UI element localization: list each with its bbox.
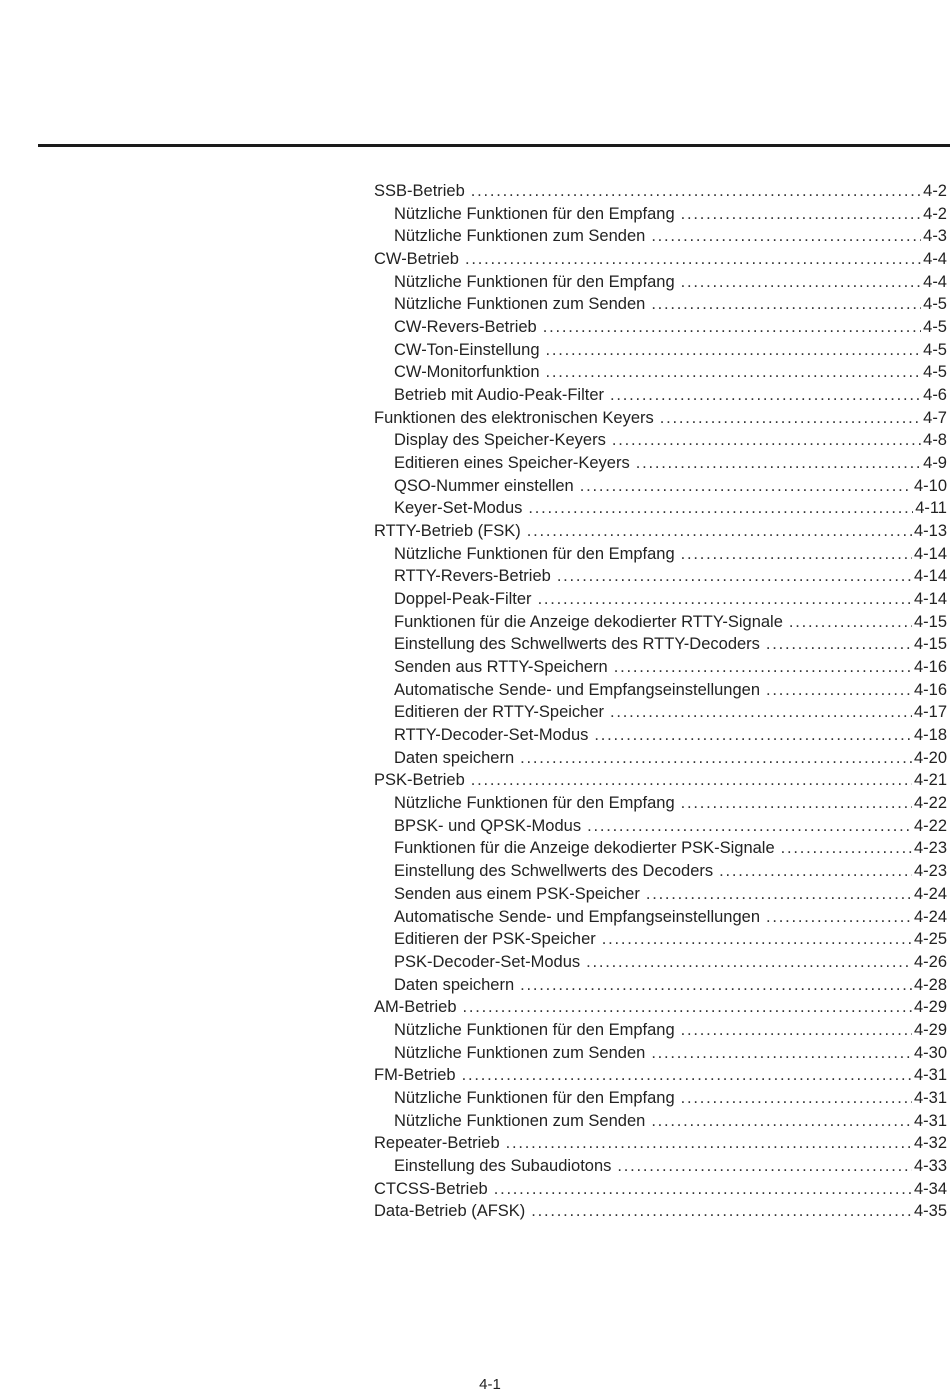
toc-entry-title: Display des Speicher-Keyers [394,431,606,450]
toc-entry[interactable] [374,1132,947,1155]
toc-subentry[interactable] [374,339,947,362]
toc-entry[interactable] [374,520,947,543]
toc-subentry[interactable] [374,951,947,974]
toc-subentry[interactable] [374,203,947,226]
toc-dot-leader [506,1132,912,1155]
toc-dot-leader [602,928,912,951]
toc-entry-page: 4-5 [923,363,947,382]
toc-dot-leader [528,497,913,520]
toc-entry-title: Nützliche Funktionen für den Empfang [394,544,675,563]
toc-subentry[interactable] [374,928,947,951]
toc-entry-title: Nützliche Funktionen zum Senden [394,295,646,314]
toc-subentry[interactable] [374,724,947,747]
toc-entry-title: Editieren der PSK-Speicher [394,930,596,949]
toc-entry[interactable] [374,180,947,203]
toc-entry-page: 4-31 [913,1111,947,1130]
toc-dot-leader [681,1087,912,1110]
toc-dot-leader [471,769,912,792]
top-rule [38,144,950,147]
toc-entry-page: 4-10 [913,476,947,495]
toc-entry-page: 4-2 [923,204,947,223]
toc-entry-page: 4-24 [913,907,947,926]
toc-dot-leader [610,701,912,724]
toc-entry-title: Funktionen des elektronischen Keyers [374,408,654,427]
toc-entry-title: BPSK- und QPSK-Modus [394,816,582,835]
toc-entry-title: Editieren eines Speicher-Keyers [394,454,630,473]
toc-subentry[interactable] [374,633,947,656]
toc-entry-page: 4-21 [913,771,947,790]
toc-dot-leader [681,271,921,294]
toc-entry-page: 4-17 [913,703,947,722]
toc-entry-page: 4-23 [913,862,947,881]
toc-dot-leader [719,860,912,883]
toc-entry-page: 4-14 [913,544,947,563]
toc-dot-leader [557,565,912,588]
toc-subentry[interactable] [374,1155,947,1178]
toc-entry-title: Data-Betrieb (AFSK) [374,1202,526,1221]
toc-dot-leader [766,906,912,929]
toc-entry-page: 4-4 [923,250,947,269]
toc-dot-leader [651,225,921,248]
toc-entry-title: Daten speichern [394,748,515,767]
toc-entry-title: Automatische Sende- und Empfangseinstellungen [394,680,760,699]
toc-entry-title: Nützliche Funktionen zum Senden [394,1111,646,1130]
toc-entry[interactable] [374,1200,947,1223]
toc-entry-page: 4-11 [915,499,947,518]
toc-entry-page: 4-5 [923,295,947,314]
toc-dot-leader [766,633,912,656]
toc-entry-page: 4-16 [913,680,947,699]
toc-entry-title: Editieren der RTTY-Speicher [394,703,605,722]
toc-entry-title: Senden aus RTTY-Speichern [394,658,608,677]
toc-dot-leader [681,792,912,815]
toc-subentry[interactable] [374,565,947,588]
toc-subentry[interactable] [374,701,947,724]
toc-entry-page: 4-29 [913,998,947,1017]
toc-dot-leader [636,452,921,475]
toc-dot-leader [580,475,912,498]
toc-entry-title: SSB-Betrieb [374,182,465,200]
page-number: 4-1 [479,1376,501,1393]
toc-entry[interactable] [374,248,947,271]
toc-dot-leader [531,1200,912,1223]
toc-subentry[interactable] [374,974,947,997]
toc-entry-title: CW-Ton-Einstellung [394,340,540,359]
toc-subentry[interactable] [374,1087,947,1110]
toc-dot-leader [546,361,922,384]
toc-entry-page: 4-35 [913,1202,947,1221]
toc-entry-title: CW-Betrieb [374,250,459,269]
toc-entry-title: QSO-Nummer einstellen [394,476,574,495]
toc-subentry[interactable] [374,656,947,679]
toc-entry-page: 4-7 [923,408,947,427]
toc-entry-page: 4-26 [913,952,947,971]
toc-dot-leader [462,1064,912,1087]
toc-entry[interactable] [374,1064,947,1087]
toc-entry-page: 4-6 [923,386,947,405]
toc-entry-title: Betrieb mit Audio-Peak-Filter [394,386,604,405]
toc-entry-page: 4-29 [913,1020,947,1039]
toc-entry-title: Nützliche Funktionen für den Empfang [394,794,675,813]
toc-entry[interactable] [374,996,947,1019]
toc-entry-title: CW-Monitorfunktion [394,363,540,382]
toc-entry-page: 4-3 [923,227,947,246]
toc-entry-page: 4-4 [923,272,947,291]
toc-entry-title: CTCSS-Betrieb [374,1179,488,1198]
toc-subentry[interactable] [374,747,947,770]
toc-entry-title: Nützliche Funktionen zum Senden [394,227,646,246]
toc-dot-leader [781,837,912,860]
toc-entry-page: 4-22 [913,816,947,835]
toc-dot-leader [612,429,921,452]
toc-entry-page: 4-25 [913,930,947,949]
toc-dot-leader [520,974,912,997]
toc-subentry[interactable] [374,497,947,520]
toc-dot-leader [471,180,921,203]
toc-subentry[interactable] [374,679,947,702]
toc-entry-page: 4-14 [913,590,947,609]
toc-entry-title: PSK-Decoder-Set-Modus [394,952,581,971]
toc-entry-title: Keyer-Set-Modus [394,499,523,518]
toc-entry-page: 4-20 [913,748,947,767]
toc-entry-title: Repeater-Betrieb [374,1134,500,1153]
toc-dot-leader [594,724,912,747]
toc-dot-leader [463,996,912,1019]
toc-entry[interactable] [374,407,947,430]
toc-dot-leader [681,203,921,226]
toc-subentry[interactable] [374,1019,947,1042]
toc-dot-leader [494,1178,912,1201]
toc-entry-title: Nützliche Funktionen zum Senden [394,1043,646,1062]
toc-subentry[interactable] [374,1110,947,1133]
toc-entry-page: 4-23 [913,839,947,858]
toc-subentry[interactable] [374,792,947,815]
toc-subentry[interactable] [374,271,947,294]
toc-entry-page: 4-5 [923,318,947,337]
toc-subentry[interactable] [374,316,947,339]
toc-entry-page: 4-22 [913,794,947,813]
toc-entry-page: 4-34 [913,1179,947,1198]
toc-entry-page: 4-5 [923,340,947,359]
toc-entry-title: Nützliche Funktionen für den Empfang [394,1088,675,1107]
toc-dot-leader [681,543,912,566]
toc-subentry[interactable] [374,588,947,611]
toc-entry-page: 4-8 [923,431,947,450]
toc-dot-leader [610,384,921,407]
toc-entry-page: 4-33 [913,1156,947,1175]
toc-dot-leader [538,588,912,611]
toc-dot-leader [617,1155,912,1178]
toc-entry-title: Nützliche Funktionen für den Empfang [394,204,675,223]
toc-entry-page: 4-18 [913,726,947,745]
toc-dot-leader [651,1042,912,1065]
toc-entry-title: Nützliche Funktionen für den Empfang [394,272,675,291]
toc-dot-leader [651,293,921,316]
toc-entry-page: 4-31 [913,1066,947,1085]
toc-entry-title: Automatische Sende- und Empfangseinstellungen [394,907,760,926]
toc-dot-leader [546,339,922,362]
toc-entry-title: RTTY-Betrieb (FSK) [374,522,521,541]
toc-subentry[interactable] [374,1042,947,1065]
toc-subentry[interactable] [374,361,947,384]
toc-entry-title: Funktionen für die Anzeige dekodierter RTTY-Signale [394,612,783,631]
toc-dot-leader [681,1019,912,1042]
toc-dot-leader [543,316,921,339]
toc-dot-leader [766,679,912,702]
toc-subentry[interactable] [374,815,947,838]
toc-dot-leader [651,1110,912,1133]
toc-entry-page: 4-13 [913,522,947,541]
toc-subentry[interactable] [374,429,947,452]
toc-entry-page: 4-31 [913,1088,947,1107]
toc-entry-title: Einstellung des Schwellwerts des Decoders [394,862,714,881]
toc-entry[interactable] [374,769,947,792]
toc-subentry[interactable] [374,543,947,566]
toc-subentry[interactable] [374,837,947,860]
toc-entry-page: 4-28 [913,975,947,994]
toc-subentry[interactable] [374,611,947,634]
toc-entry-page: 4-14 [913,567,947,586]
toc-subentry[interactable] [374,475,947,498]
toc-entry-page: 4-9 [923,454,947,473]
toc-entry-title: AM-Betrieb [374,998,457,1017]
toc-entry-page: 4-15 [913,612,947,631]
toc-dot-leader [614,656,912,679]
toc-subentry[interactable] [374,860,947,883]
toc-entry-title: Einstellung des Subaudiotons [394,1156,612,1175]
toc-entry-page: 4-15 [913,635,947,654]
toc-entry-page: 4-2 [923,182,947,200]
toc-entry-title: FM-Betrieb [374,1066,456,1085]
toc-dot-leader [789,611,912,634]
toc-entry-page: 4-16 [913,658,947,677]
toc-subentry[interactable] [374,452,947,475]
toc-subentry[interactable] [374,883,947,906]
table-of-contents [374,180,947,1223]
toc-entry-title: PSK-Betrieb [374,771,465,790]
toc-entry-title: RTTY-Revers-Betrieb [394,567,551,586]
toc-subentry[interactable] [374,384,947,407]
toc-dot-leader [527,520,912,543]
toc-entry-title: Nützliche Funktionen für den Empfang [394,1020,675,1039]
toc-entry-page: 4-32 [913,1134,947,1153]
toc-dot-leader [660,407,921,430]
toc-entry[interactable] [374,1178,947,1201]
toc-entry-title: CW-Revers-Betrieb [394,318,537,337]
toc-entry-title: Funktionen für die Anzeige dekodierter PSK-Signale [394,839,775,858]
toc-entry-title: Senden aus einem PSK-Speicher [394,884,640,903]
toc-dot-leader [465,248,921,271]
toc-subentry[interactable] [374,293,947,316]
toc-dot-leader [586,951,912,974]
toc-dot-leader [520,747,912,770]
toc-entry-title: Daten speichern [394,975,515,994]
toc-entry-title: RTTY-Decoder-Set-Modus [394,726,589,745]
toc-subentry[interactable] [374,906,947,929]
toc-entry-title: Einstellung des Schwellwerts des RTTY-Decoders [394,635,760,654]
toc-entry-page: 4-30 [913,1043,947,1062]
toc-entry-page: 4-24 [913,884,947,903]
toc-subentry[interactable] [374,225,947,248]
toc-dot-leader [587,815,912,838]
toc-entry-title: Doppel-Peak-Filter [394,590,532,609]
toc-dot-leader [646,883,912,906]
